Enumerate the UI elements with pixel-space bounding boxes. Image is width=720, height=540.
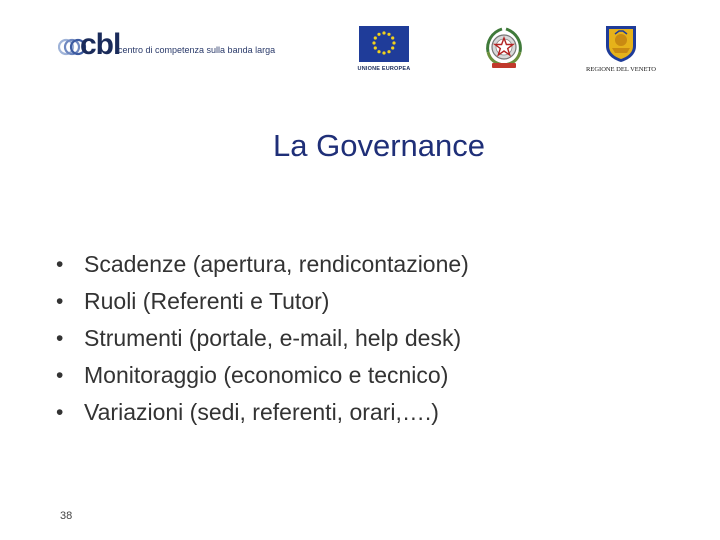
bullet-item: [56, 357, 676, 394]
bullet-text: Scadenze (apertura, rendicontazione): [84, 251, 469, 277]
cbl-logo: [58, 28, 280, 68]
cbl-logo-tagline: centro di competenza sulla banda larga: [118, 45, 276, 55]
regione-veneto-caption: REGIONE DEL VENETO: [586, 66, 656, 73]
eu-logo: [355, 24, 413, 76]
bullet-item: [56, 283, 676, 320]
bullet-icon: •: [56, 290, 64, 313]
bullet-list: [56, 246, 676, 431]
bullet-text: Ruoli (Referenti e Tutor): [84, 288, 330, 314]
bullet-icon: •: [56, 253, 64, 276]
bullet-icon: •: [56, 327, 64, 350]
bullet-item: [56, 246, 676, 283]
slide-title: La Governance: [273, 128, 485, 163]
bullet-icon: •: [56, 401, 64, 424]
bullet-icon: •: [56, 364, 64, 387]
eu-flag-icon: [355, 24, 413, 64]
italian-republic-emblem-icon: [478, 22, 530, 74]
regione-veneto-logo: [586, 22, 656, 78]
bullet-text: Monitoraggio (economico e tecnico): [84, 362, 449, 388]
page-number: 38: [60, 510, 73, 522]
bullet-text: Strumenti (portale, e-mail, help desk): [84, 325, 462, 351]
eu-logo-caption: UNIONE EUROPEA: [357, 66, 411, 72]
bullet-text: Variazioni (sedi, referenti, orari,….): [84, 399, 439, 425]
bullet-item: [56, 320, 676, 357]
bullet-item: [56, 394, 676, 431]
cbl-logo-word: cbl: [80, 28, 121, 61]
veneto-lion-shield-icon: [586, 22, 656, 64]
